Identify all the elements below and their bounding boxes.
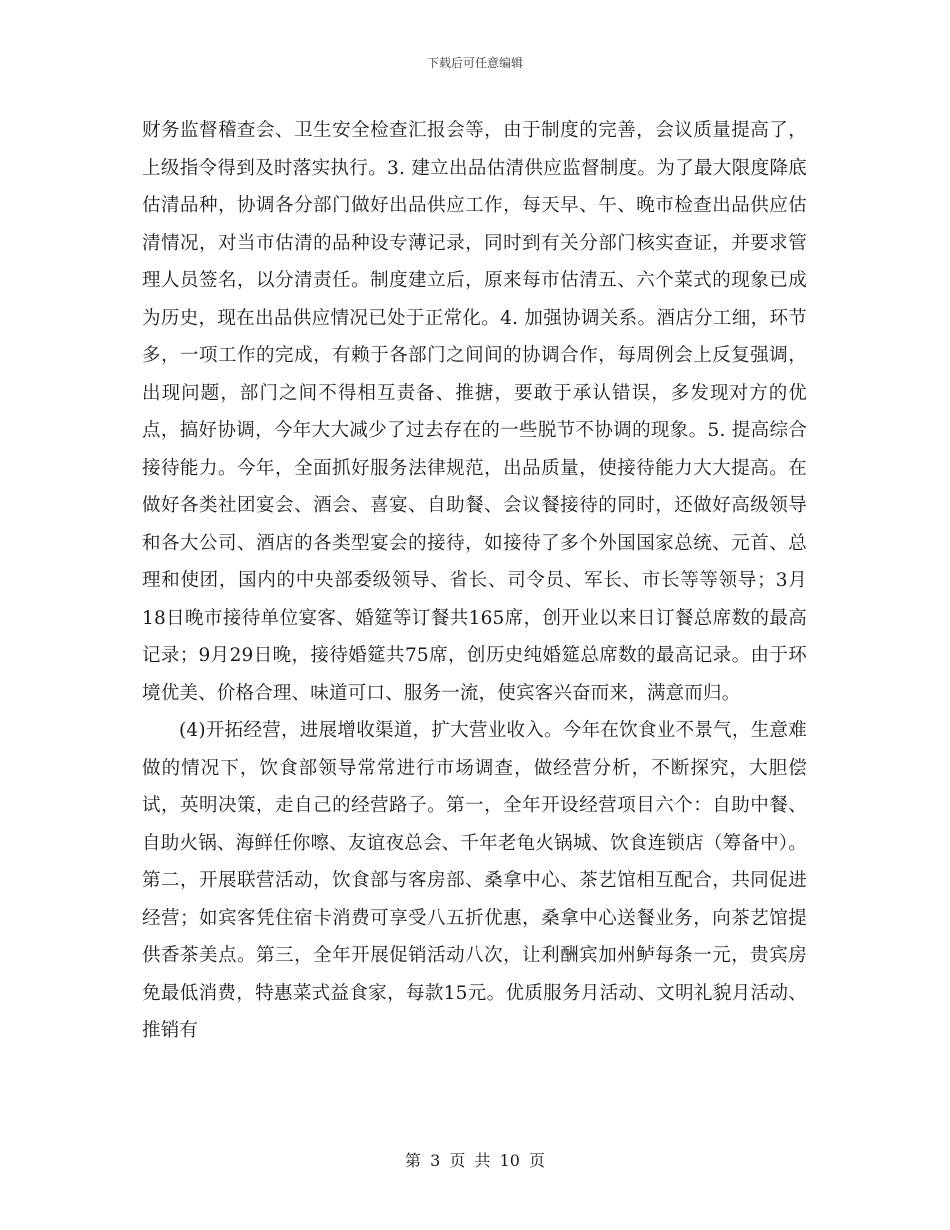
paragraph-item-4: (4)开拓经营，进展增收渠道，扩大营业收入。今年在饮食业不景气，生意难做的情况下，饮食部领导常常进行市场调查，做经营分析，不断探究，大胆偿试，英明决策，走自己的经营路子。第一，全年开设经营项目六个：自助中餐、自助火锅、海鲜任你嚓、友谊夜总会、千年老龟火锅城、饮食连锁店（筹备中）。第二，开展联营活动，饮食部与客房部、桑拿中心、茶艺馆相互配合，共同促进经营；如宾客凭住宿卡消费可享受八五折优惠，桑拿中心送餐业务，向茶艺馆提供香茶美点。第三，全年开展促销活动八次，让利酬宾加州鲈每条一元，贵宾房免最低消费，特惠菜式益食家，每款15元。优质服务月活动、文明礼貌月活动、推销有 xyxy=(142,720,807,1041)
document-body xyxy=(142,112,807,1050)
page-number: 第 3 页 共 10 页 xyxy=(405,1151,545,1170)
page-header-note: 下载后可任意编辑 xyxy=(426,56,523,70)
paragraph-continuation: 财务监督稽查会、卫生安全检查汇报会等，由于制度的完善，会议质量提高了，上级指令得到及时落实执行。3. 建立出品估清供应监督制度。为了最大限度降底估清品种，协调各分部门做好出品供应工作，每天早、午、晚市检查出品供应估清情况，对当市估清的品种设专薄记录，同时到有关分部门核实查证，并要求管理人员签名，以分清责任。制度建立后，原来每市估清五、六个菜式的现象已成为历史，现在出品供应情况已处于正常化。4. 加强协调关系。酒店分工细，环节多，一项工作的完成，有赖于各部门之间间的协调合作，每周例会上反复强调，出现问题，部门之间不得相互责备、推搪，要敢于承认错误，多发现对方的优点，搞好协调，今年大大减少了过去存在的一些脱节不协调的现象。5. 提高综合接待能力。今年，全面抓好服务法律规范，出品质量，使接待能力大大提高。在做好各类社团宴会、酒会、喜宴、自助餐、会议餐接待的同时，还做好高级领导和各大公司、酒店的各类型宴会的接待，如接待了多个外国国家总统、元首、总理和使团，国内的中央部委级领导、省长、司令员、军长、市长等等领导；3月18日晚市接待单位宴客、婚筵等订餐共165席，创开业以来日订餐总席数的最高记录；9月29日晚，接待婚筵共75席，创历史纯婚筵总席数的最高记录。由于环境优美、价格合理、味道可口、服务一流，使宾客兴奋而来，满意而归。 xyxy=(142,120,807,704)
